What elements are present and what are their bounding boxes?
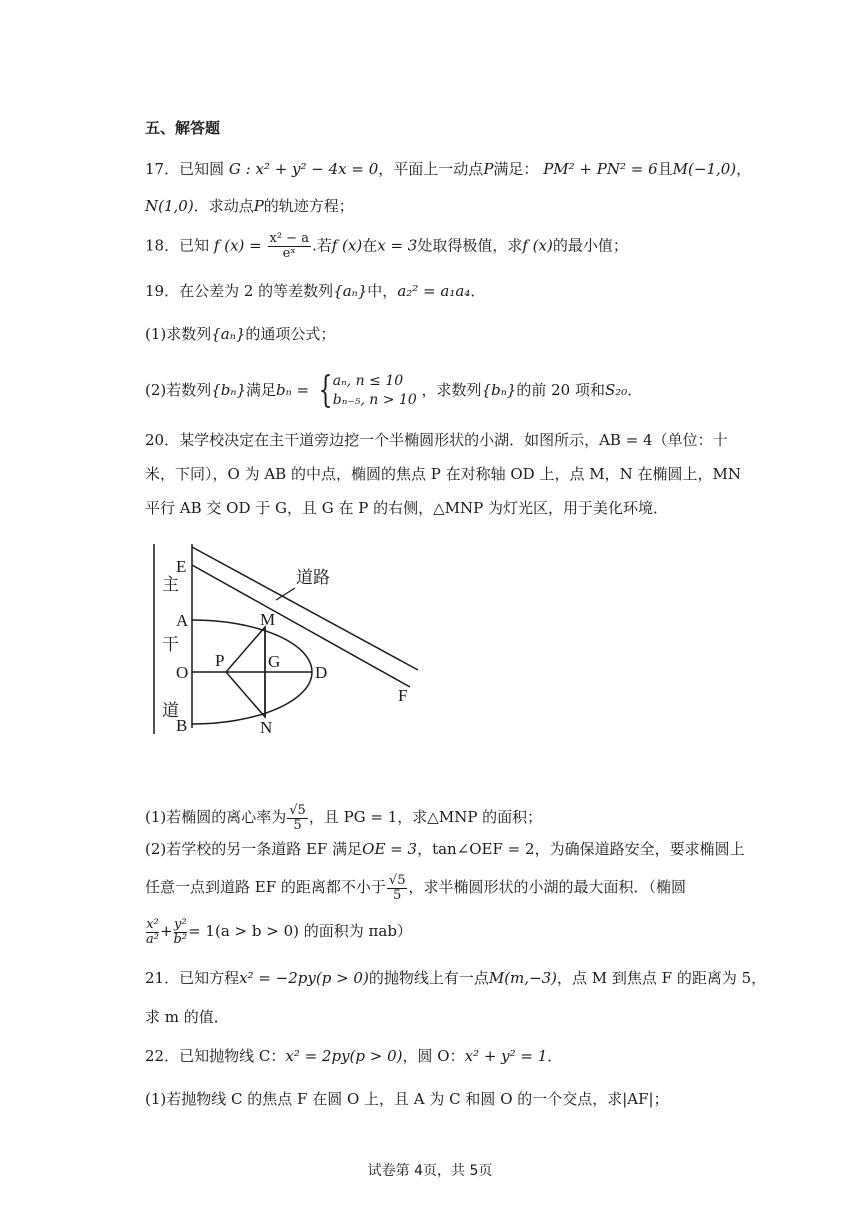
q17-line2 bbox=[145, 195, 354, 217]
q19-condition: a₂² = a₁a₄ bbox=[397, 282, 471, 300]
label-M: M bbox=[260, 610, 276, 629]
q20-frac-den: a² bbox=[146, 931, 159, 947]
q17-text: ．求动点 bbox=[193, 197, 254, 215]
label-O: O bbox=[176, 663, 189, 682]
q20-oe: OE = 3 bbox=[362, 840, 418, 858]
q20-frac-num: x² bbox=[146, 916, 159, 932]
q17-point-n: N(1,0) bbox=[145, 197, 194, 215]
q19-text: 的前 20 项和 bbox=[516, 381, 605, 399]
q19-text: 中， bbox=[367, 282, 398, 300]
label-F: F bbox=[398, 686, 408, 705]
q20-text: ，求半椭圆形状的小湖的最大面积．（椭圆 bbox=[408, 878, 686, 896]
q19-case1: aₙ, n ≤ 10 bbox=[332, 373, 404, 389]
q20-line1: 20．某学校决定在主干道旁边挖一个半椭圆形状的小湖．如图所示，AB = 4（单位：十 bbox=[145, 431, 728, 449]
q17-circle-eq: G : x² + y² − 4x = 0 bbox=[228, 160, 379, 178]
q20-frac-x bbox=[146, 918, 159, 947]
q20-frac-den: 5 bbox=[293, 817, 302, 833]
label-A: A bbox=[176, 611, 189, 630]
q17-line1 bbox=[145, 158, 751, 180]
q18-denominator: eˣ bbox=[282, 246, 296, 261]
q18-text: 已知 bbox=[179, 236, 210, 255]
q17-text: 已知圆 bbox=[179, 160, 225, 178]
q18-function: f (x) = bbox=[213, 236, 262, 255]
q20-line2: 米，下同），O 为 AB 的中点，椭圆的焦点 P 在对称轴 OD 上，点 M，N 在椭圆上，MN bbox=[145, 465, 741, 483]
label-D: D bbox=[315, 663, 328, 682]
q20-ellipse-formula bbox=[145, 914, 412, 948]
q20-figure bbox=[140, 538, 430, 738]
q19-text: ，求数列 bbox=[421, 381, 482, 399]
q22-parabola: x² = 2py(p > 0) bbox=[285, 1047, 403, 1065]
q21-text: ，点 M 到焦点 F 的距离为 5， bbox=[557, 969, 767, 987]
q20-distance bbox=[387, 874, 408, 903]
q18-numerator: x² − a bbox=[269, 231, 309, 246]
q21-text: 的抛物线上有一点 bbox=[368, 969, 489, 987]
q20-part2-line1 bbox=[145, 838, 745, 860]
q21-line2: 求 m 的值． bbox=[145, 1008, 229, 1026]
q18-text: 在 bbox=[362, 236, 378, 255]
q20-frac-y bbox=[174, 918, 188, 947]
q21-text: 21．已知方程 bbox=[145, 969, 240, 987]
q19-sequence: {bₙ} bbox=[481, 381, 517, 399]
q19-sum: S₂₀ bbox=[604, 381, 628, 399]
q18-line bbox=[145, 232, 628, 261]
label-E: E bbox=[176, 557, 187, 576]
q18-fraction bbox=[268, 232, 311, 261]
q19-part2 bbox=[145, 370, 642, 410]
q20-frac-num: y² bbox=[174, 916, 187, 932]
q19-line bbox=[145, 280, 485, 302]
q18-function: f (x) bbox=[522, 236, 553, 255]
q22-text: ，圆 O： bbox=[402, 1047, 465, 1065]
q20-part2-line2 bbox=[145, 870, 686, 904]
label-dao: 道 bbox=[162, 701, 179, 720]
q19-text: ． bbox=[470, 282, 486, 300]
q20-frac-num: √5 bbox=[289, 802, 306, 818]
q19-sequence: {bₙ} bbox=[211, 381, 247, 399]
q21-point: M(m,−3) bbox=[488, 969, 558, 987]
q17-text: 满足： bbox=[493, 160, 539, 178]
q21-equation: x² = −2py(p > 0) bbox=[239, 969, 369, 987]
q20-line3: 平行 AB 交 OD 于 G，且 G 在 P 的右侧，△MNP 为灯光区，用于美化环境． bbox=[145, 499, 669, 517]
page-footer: 试卷第 4页，共 5页 bbox=[367, 1163, 493, 1179]
q22-line1 bbox=[145, 1045, 562, 1067]
q17-text: ， bbox=[736, 160, 752, 178]
q17-point-m: M(−1,0) bbox=[672, 160, 737, 178]
q20-frac-num: √5 bbox=[388, 872, 406, 888]
q20-text: ，tan∠OEF = 2，为确保道路安全，要求椭圆上 bbox=[417, 840, 745, 858]
q19-text: 的通项公式； bbox=[245, 325, 336, 343]
q17-text: 且 bbox=[657, 160, 673, 178]
q18-text: .若 bbox=[311, 236, 332, 255]
q19-sequence: {aₙ} bbox=[333, 282, 368, 300]
q17-point: P bbox=[253, 197, 264, 215]
q17-number: 17． bbox=[145, 160, 180, 178]
q20-text: (1)若椭圆的离心率为 bbox=[145, 808, 287, 826]
q19-text: ． bbox=[627, 381, 643, 399]
q22-circle: x² + y² = 1 bbox=[464, 1047, 548, 1065]
q21-line1 bbox=[145, 967, 766, 989]
q17-text: ，平面上一动点 bbox=[378, 160, 484, 178]
label-G: G bbox=[268, 652, 281, 671]
label-road: 道路 bbox=[296, 568, 330, 587]
q18-x-value: x = 3 bbox=[377, 236, 418, 255]
q20-plus: + bbox=[159, 922, 173, 940]
q19-text: 在公差为 2 的等差数列 bbox=[179, 282, 334, 300]
q19-case2: bₙ₋₅, n > 10 bbox=[332, 392, 417, 408]
label-B: B bbox=[176, 716, 188, 735]
label-zhu: 主 bbox=[162, 575, 179, 594]
q20-text: ，且 PG = 1，求△MNP 的面积； bbox=[308, 808, 543, 826]
q20-part1 bbox=[145, 800, 542, 834]
q19-bn: bₙ = bbox=[276, 381, 310, 399]
q22-part1: (1)若抛物线 C 的焦点 F 在圆 O 上，且 A 为 C 和圆 O 的一个交点，求|AF|； bbox=[145, 1090, 669, 1108]
q20-frac-den: b² bbox=[173, 931, 188, 947]
q19-number: 19． bbox=[145, 282, 180, 300]
label-P: P bbox=[215, 651, 225, 670]
q22-text: ． bbox=[547, 1047, 563, 1065]
q20-text: (2)若学校的另一条道路 EF 满足 bbox=[145, 840, 363, 858]
q19-text: (2)若数列 bbox=[145, 381, 212, 399]
section-title: 五、解答题 bbox=[145, 119, 221, 137]
q20-eccentricity bbox=[287, 804, 308, 833]
q19-sequence: {aₙ} bbox=[211, 325, 246, 343]
q20-text: 任意一点到道路 EF 的距离都不小于 bbox=[145, 878, 386, 896]
q19-text: (1)求数列 bbox=[145, 325, 212, 343]
q17-text: 的轨迹方程； bbox=[263, 197, 354, 215]
q19-part1 bbox=[145, 323, 335, 345]
q18-text: 的最小值； bbox=[552, 236, 628, 255]
q22-text: 22．已知抛物线 C： bbox=[145, 1047, 286, 1065]
q20-text: = 1(a > b > 0) 的面积为 πab） bbox=[188, 922, 412, 940]
label-N: N bbox=[260, 718, 273, 737]
q17-condition: PM² + PN² = 6 bbox=[543, 160, 658, 178]
label-gan: 干 bbox=[162, 635, 179, 654]
q20-frac-den: 5 bbox=[393, 887, 402, 903]
q18-text: 处取得极值，求 bbox=[417, 236, 523, 255]
q19-cases bbox=[333, 372, 417, 410]
q19-brace: { bbox=[318, 370, 333, 411]
q18-function: f (x) bbox=[331, 236, 363, 255]
q17-point: P bbox=[483, 160, 494, 178]
q19-text: 满足 bbox=[246, 381, 277, 399]
q18-number: 18． bbox=[145, 236, 180, 255]
